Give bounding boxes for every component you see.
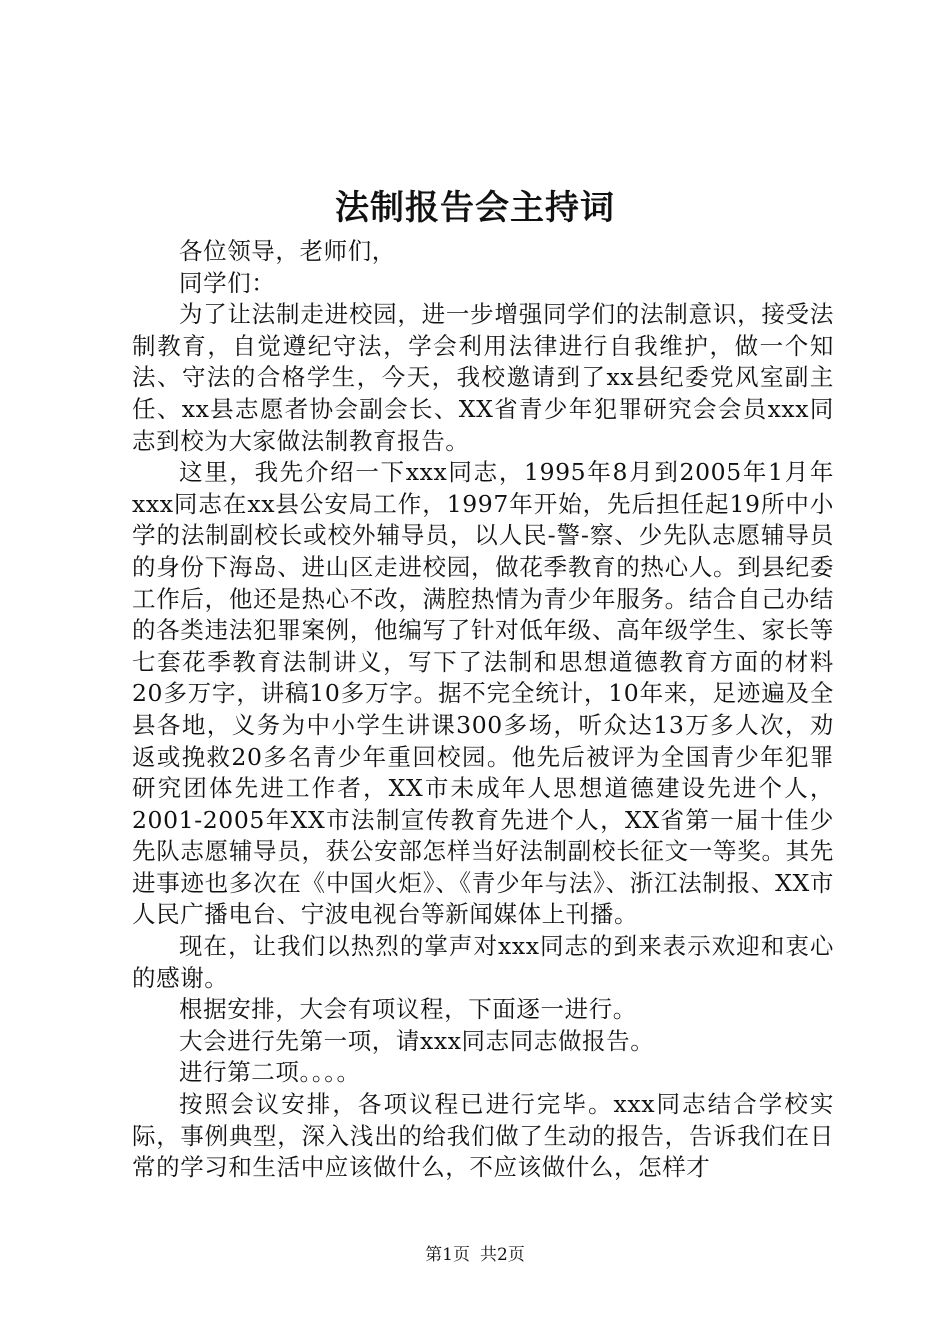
paragraph-closing: 按照会议安排，各项议程已进行完毕。xxx同志结合学校实际，事例典型，深入浅出的给我们做了生动的报告，告诉我们在日常的学习和生活中应该做什么，不应该做什么，怎样才 [132, 1090, 834, 1182]
page-footer [0, 1243, 950, 1267]
paragraph-item-1: 大会进行先第一项，请xxx同志同志做报告。 [179, 1026, 655, 1055]
paragraph-agenda: 根据安排，大会有项议程，下面逐一进行。 [179, 995, 637, 1024]
greeting-line-2: 同学们： [179, 268, 276, 297]
paragraph-welcome: 现在，让我们以热烈的掌声对xxx同志的到来表示欢迎和衷心的感谢。 [132, 932, 834, 992]
paragraph-intro: 为了让法制走进校园，进一步增强同学们的法制意识，接受法制教育，自觉遵纪守法，学会利用法律进行自我维护，做一个知法、守法的合格学生，今天，我校邀请到了xx县纪委党风室副主任、xx县志愿者协会副会长、XX省青少年犯罪研究会会员xxx同志到校为大家做法制教育报告。 [132, 300, 834, 455]
page-number: 第1页 [425, 1245, 470, 1265]
paragraph-item-2: 进行第二项。。。。 [179, 1058, 361, 1087]
page-total: 共2页 [480, 1245, 525, 1265]
greeting-line-1: 各位领导，老师们， [179, 237, 396, 265]
document-body [132, 236, 834, 1184]
document-title: 法制报告会主持词 [335, 188, 615, 228]
paragraph-speaker-bio: 这里，我先介绍一下xxx同志，1995年8月到2005年1月年xxx同志在xx县公安局工作，1997年开始，先后担任起19所中小学的法制副校长或校外辅导员，以人民-警-察、少先队志愿辅导员的身份下海岛、进山区走进校园，做花季教育的热心人。到县纪委工作后，他还是热心不改，满腔热情为青少年服务。结合自己办结的各类违法犯罪案例，他编写了针对低年级、高年级学生、家长等七套花季教育法制讲义，写下了法制和思想道德教育方面的材料20多万字，讲稿10多万字。据不完全统计，10年来，足迹遍及全县各地，义务为中小学生讲课300多场，听众达13万多人次，劝返或挽救20多名青少年重回校园。他先后被评为全国青少年犯罪研究团体先进工作者，XX市未成年人思想道德建设先进个人，2001-2005年XX市法制宣传教育先进个人，XX省第一届十佳少先队志愿辅导员，获公安部怎样当好法制副校长征文一等奖。其先进事迹也多次在《中国火炬》、《青少年与法》、浙江法制报、XX市人民广播电台、宁波电视台等新闻媒体上刊播。 [132, 458, 834, 929]
